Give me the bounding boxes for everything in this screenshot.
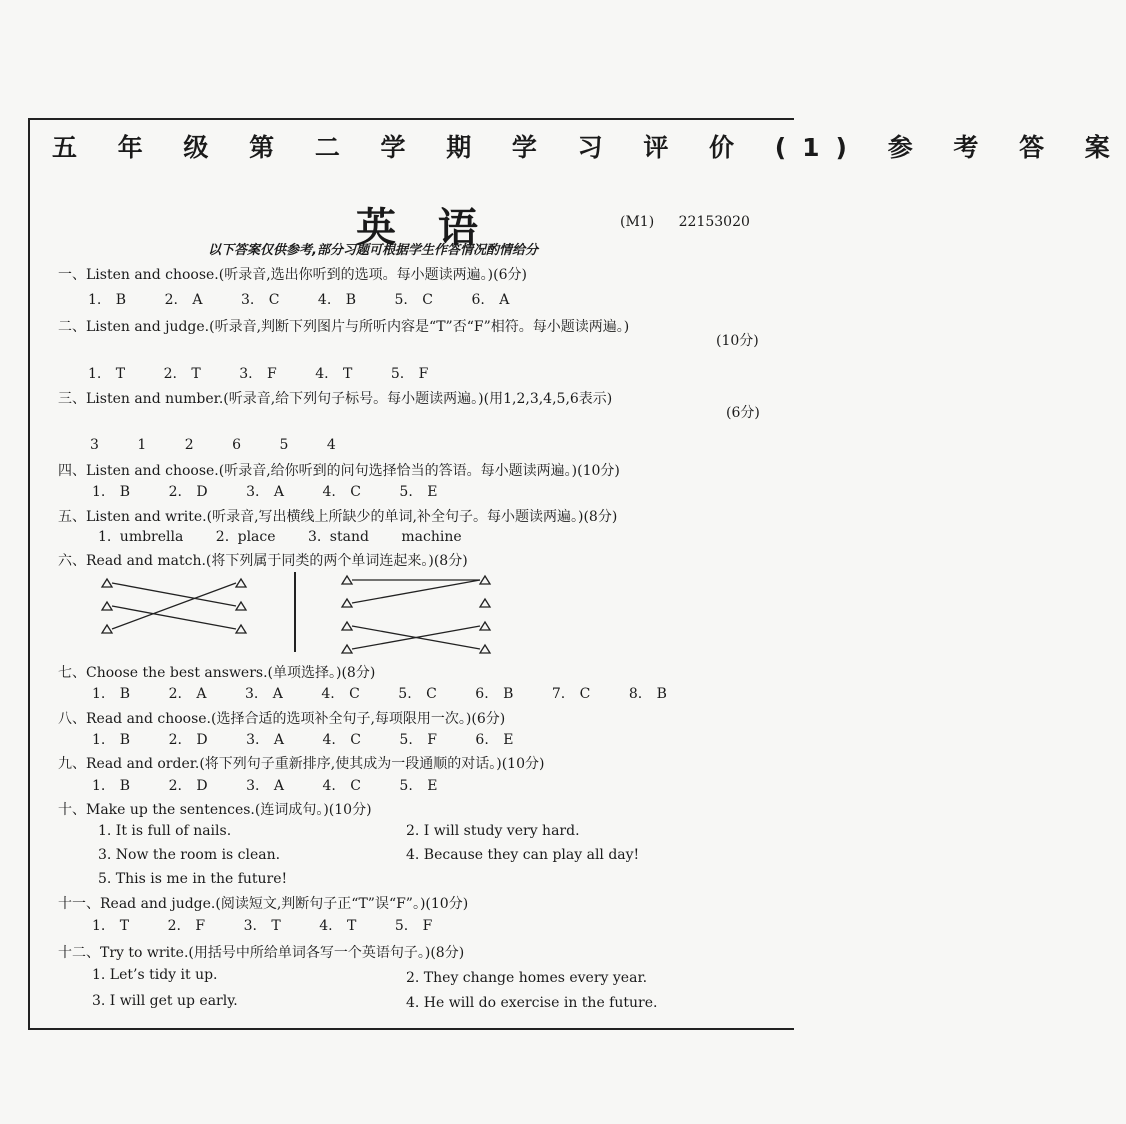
section-12-answer-4: 4. He will do exercise in the future. [406,995,658,1011]
match-line [112,583,236,606]
answer: 5 [279,437,289,453]
answer: 4. B [317,292,357,308]
answer: 5. E [399,778,438,794]
answer: 1. B [92,484,131,500]
section-9-answers [92,778,461,794]
answer: 2. A [164,292,203,308]
section-7-title: 七、Choose the best answers.(单项选择。)(8分) [58,665,376,681]
subject-title: 英 语 [356,205,492,251]
answer: 1. umbrella [98,529,184,545]
answer: 4 [326,437,336,453]
answer: 5. F [399,732,437,748]
triangle-marker [480,622,490,630]
answer: 3. A [246,732,284,748]
section-11-title: 十一、Read and judge.(阅读短文,判断句子正“T”误“F”。)(10分) [58,896,469,912]
answer: 3. A [244,686,283,702]
answer: 2. T [163,366,201,382]
answer: 5. C [394,292,434,308]
match-divider [294,572,296,652]
answer: 4. C [322,484,361,500]
section-6-title: 六、Read and match.(将下列属于同类的两个单词连起来。)(8分) [58,553,468,569]
answer: 2. D [168,484,208,500]
section-5-title: 五、Listen and write.(听录音,写出横线上所缺少的单词,补全句子。每小题读两遍。)(8分) [58,509,618,525]
match-line [112,583,236,629]
section-2-title: 二、Listen and judge.(听录音,判断下列图片与所听内容是“T”否“F”相符。每小题读两遍。) [58,319,630,335]
section-3-title: 三、Listen and number.(听录音,给下列句子标号。每小题读两遍。)(用1,2,3,4,5,6表示) [58,391,613,407]
answer: 6. A [471,292,510,308]
answer: 6 [232,437,242,453]
answer: 3 [90,437,99,453]
answer: 2. D [168,778,208,794]
answer: 3. F [239,366,277,382]
section-8-title: 八、Read and choose.(选择合适的选项补全句子,每项限用一次。)(6分) [58,711,506,727]
answer: 1 [137,437,147,453]
answer: machine [401,529,462,545]
answer: 2 [184,437,194,453]
section-8-answers [92,732,537,748]
triangle-marker [480,576,490,584]
section-10-answer-5: 5. This is me in the future! [98,871,288,887]
section-10-answer-2: 2. I will study very hard. [406,823,580,839]
section-7-answers [92,686,691,702]
answer: 1. B [88,292,127,308]
answer: 3. A [246,778,284,794]
answer: 1. T [88,366,126,382]
answer: 4. C [322,778,361,794]
section-4-title: 四、Listen and choose.(听录音,给你听到的问句选择恰当的答语。每小题读两遍。)(10分) [58,463,620,479]
paper-code-b: 22153020 [678,214,750,230]
section-9-title: 九、Read and order.(将下列句子重新排序,使其成为一段通顺的对话。)(10分) [58,756,545,772]
section-10-answer-3: 3. Now the room is clean. [98,847,281,863]
answer: 5. E [399,484,438,500]
section-10-answer-4: 4. Because they can play all day! [406,847,640,863]
section-11-answers [92,918,456,934]
triangle-marker [102,625,112,633]
answer: 5. F [390,366,429,382]
answer: 1. B [92,778,131,794]
answer: 1. T [92,918,130,934]
match-line [112,606,236,629]
answer: 7. C [551,686,591,702]
section-12-answer-1: 1. Let’s tidy it up. [92,967,218,983]
triangle-marker [236,602,246,610]
answer: 5. C [398,686,437,702]
triangle-marker [480,645,490,653]
triangle-marker [342,576,352,584]
answer: 2. place [215,529,276,545]
section-1-title: 一、Listen and choose.(听录音,选出你听到的选项。每小题读两遍。)(6分) [58,267,527,283]
answer: 4. T [315,366,353,382]
section-12-answer-2: 2. They change homes every year. [406,970,648,986]
section-3-score: (6分) [726,405,760,421]
triangle-marker [342,645,352,653]
triangle-marker [236,625,246,633]
triangle-marker [102,602,112,610]
grading-note: 以下答案仅供参考,部分习题可根据学生作答情况酌情给分 [208,243,538,258]
section-10-title: 十、Make up the sentences.(连词成句。)(10分) [58,802,372,818]
section-10-answer-1: 1. It is full of nails. [98,823,232,839]
answer: 1. B [92,732,131,748]
section-2-score: (10分) [716,333,759,349]
triangle-marker [342,622,352,630]
answer: 6. B [475,686,514,702]
triangle-marker [102,579,112,587]
triangle-marker [236,579,246,587]
paper-code-a: (M1) [620,214,655,230]
answer: 3. T [243,918,281,934]
section-12-answer-3: 3. I will get up early. [92,993,238,1009]
match-line [352,580,480,603]
answer: 4. C [322,732,361,748]
answer: 1. B [92,686,131,702]
answer: 3. A [246,484,284,500]
triangle-marker [342,599,352,607]
answer: 5. F [394,918,433,934]
answer: 4. T [319,918,357,934]
answer: 2. D [168,732,208,748]
section-12-title: 十二、Try to write.(用括号中所给单词各写一个英语句子。)(8分) [58,945,465,961]
triangle-marker [480,599,490,607]
page-title: 五 年 级 第 二 学 期 学 习 评 价 (1) 参 考 答 案 [52,133,1126,162]
answer: 6. E [475,732,514,748]
answer: 3. C [240,292,280,308]
answer: 2. A [168,686,207,702]
answer: 2. F [167,918,206,934]
answer: 3. stand [307,529,369,545]
answer: 8. B [628,686,667,702]
answer: 4. C [321,686,360,702]
